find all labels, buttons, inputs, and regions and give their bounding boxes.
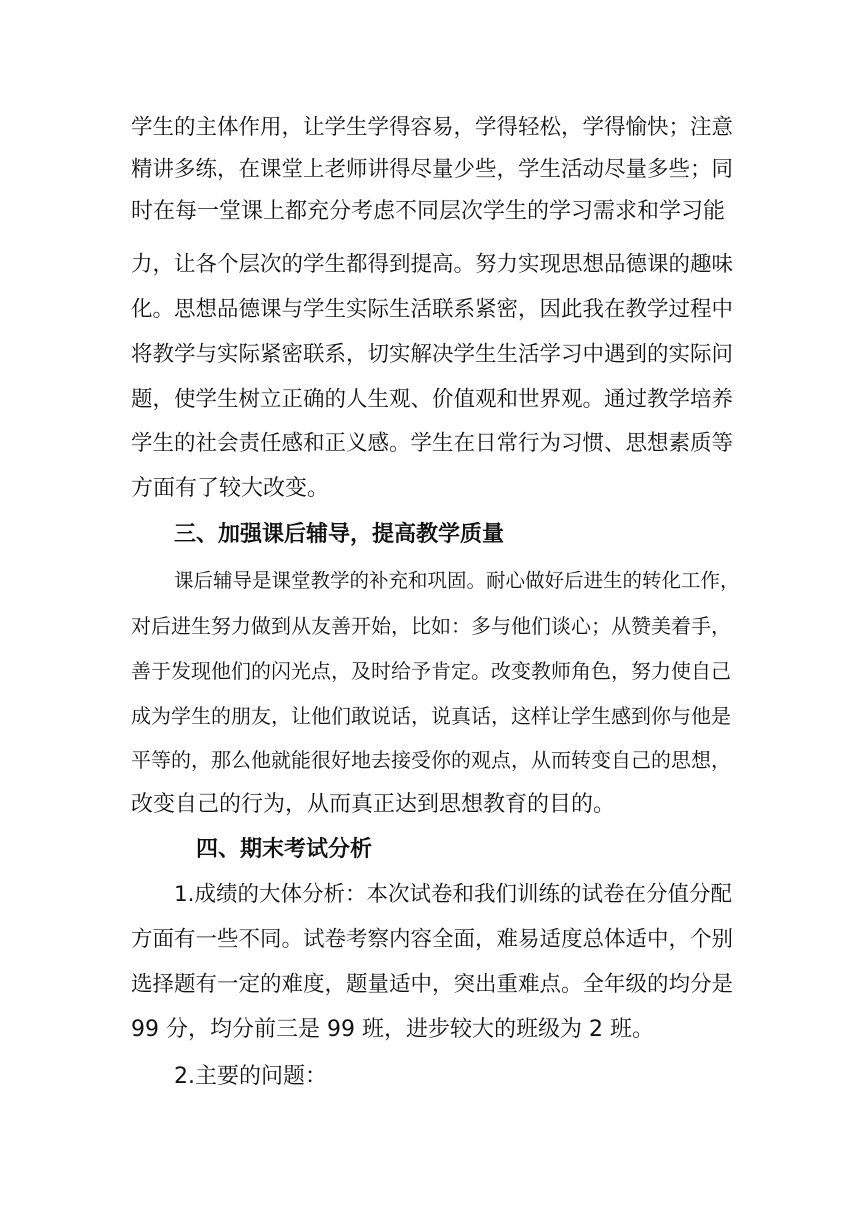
paragraph-line: 题，使学生树立正确的人生观、价值观和世界观。通过教学培养	[131, 387, 734, 412]
paragraph-line: 化。思想品德课与学生实际生活联系紧密，因此我在教学过程中	[131, 297, 734, 322]
paragraph-line: 99 分，均分前三是 99 班，进步较大的班级为 2 班。	[131, 1017, 654, 1042]
paragraph-line: 方面有了较大改变。	[131, 476, 330, 501]
paragraph-line: 力，让各个层次的学生都得到提高。努力实现思想品德课的趣味	[131, 252, 734, 277]
paragraph-line: 对后进生努力做到从友善开始，比如：多与他们谈心；从赞美着手，	[131, 614, 731, 638]
paragraph-line: 学生的主体作用，让学生学得容易，学得轻松，学得愉快；注意	[131, 115, 734, 140]
paragraph-line: 成为学生的朋友，让他们敢说话，说真话，这样让学生感到你与他是	[131, 704, 731, 728]
paragraph-line: 学生的社会责任感和正义感。学生在日常行为习惯、思想素质等	[131, 431, 734, 456]
paragraph-line: 2.主要的问题：	[174, 1064, 327, 1089]
paragraph-line: 将教学与实际紧密联系，切实解决学生生活学习中遇到的实际问	[131, 342, 734, 367]
paragraph-line: 时在每一堂课上都充分考虑不同层次学生的学习需求和学习能	[131, 199, 726, 224]
paragraph-line: 选择题有一定的难度，题量适中，突出重难点。全年级的均分是	[131, 972, 734, 997]
paragraph-line: 方面有一些不同。试卷考察内容全面，难易适度总体适中，个别	[131, 927, 734, 952]
paragraph-line: 课后辅导是课堂教学的补充和巩固。耐心做好后进生的转化工作，	[174, 569, 740, 592]
paragraph-line: 改变自己的行为，从而真正达到思想教育的目的。	[131, 792, 616, 817]
paragraph-line: 平等的，那么他就能很好地去接受你的观点，从而转变自己的思想，	[131, 748, 731, 772]
section-heading-4: 四、期末考试分析	[196, 837, 373, 862]
paragraph-line: 精讲多练，在课堂上老师讲得尽量少些，学生活动尽量多些；同	[131, 157, 734, 182]
section-heading-3: 三、加强课后辅导，提高教学质量	[174, 522, 505, 547]
paragraph-line: 1.成绩的大体分析：本次试卷和我们训练的试卷在分值分配	[174, 882, 733, 907]
paragraph-line: 善于发现他们的闪光点，及时给予肯定。改变教师角色，努力使自己	[131, 659, 731, 683]
